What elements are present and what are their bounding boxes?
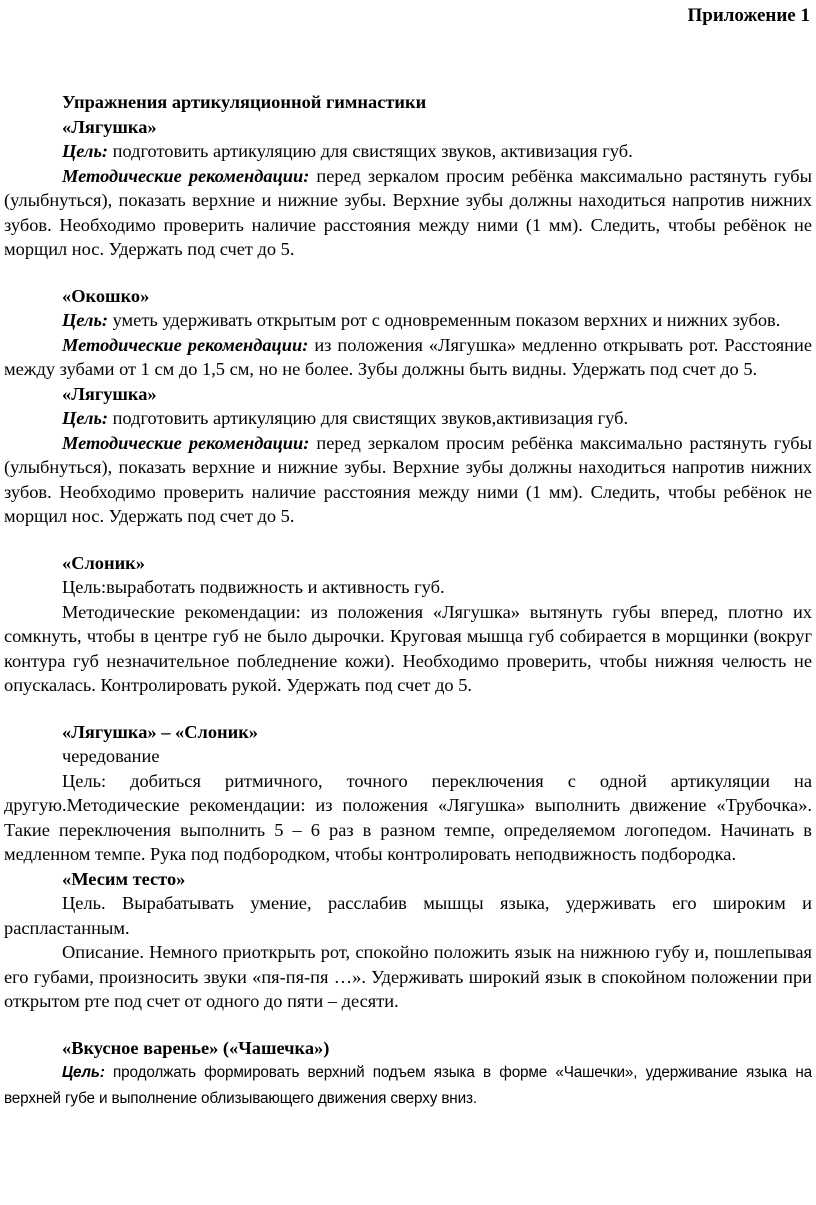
exercise-jam-goal: [4, 1060, 812, 1112]
appendix-label: Приложение 1: [687, 5, 810, 26]
spacer: [4, 698, 812, 720]
goal-label: Цель:: [62, 408, 108, 428]
exercise-frog-recommendations: [4, 164, 812, 262]
document-title: Упражнения артикуляционной гимнастики: [62, 92, 427, 112]
exercise-frog-repeat-title: «Лягушка»: [62, 383, 157, 404]
exercise-frog-title: «Лягушка»: [62, 116, 157, 137]
goal-text: подготовить артикуляцию для свистящих звуков,активизация губ.: [107, 408, 629, 428]
exercise-window-title: «Окошко»: [62, 285, 150, 306]
goal-label: Цель:: [62, 310, 108, 330]
exercise-dough-description: Описание. Немного приоткрыть рот, спокойно положить язык на нижнюю губу и, пошлепывая его губами, произносить звуки «пя-пя-пя …». Удерживать широкий язык в спокойном положении при открытом рте под счет от одного до пяти – десяти.: [4, 942, 812, 1011]
exercise-alternation-text: Цель: добиться ритмичного, точного переключения с одной артикуляции на другую.Методические рекомендации: из положения «Лягушка» выполнить движение «Трубочка». Такие переключения выполнить 5 – 6 раз в разном темпе, определяемом логопедом. Начинать в медленном темпе. Рука под подбородком, чтобы контролировать неподвижность подбородка.: [4, 770, 812, 864]
exercise-jam-title: «Вкусное варенье» («Чашечка»): [62, 1037, 330, 1058]
goal-label: Цель:: [62, 141, 108, 161]
exercise-frog-repeat-recommendations: [4, 431, 812, 529]
document-body: [4, 90, 812, 1112]
recommendations-label: Методические рекомендации:: [62, 334, 309, 355]
recommendations-text: перед зеркалом просим ребёнка максимально растянуть губы (улыбнуться), показать верхние и нижние зубы. Верхние зубы должны находиться напротив нижних зубов. Необходимо проверить наличие расстояния между ними (1 мм). Следить, чтобы ребёнок не морщил нос. Удержать под счет до 5.: [4, 165, 812, 259]
spacer: [4, 1014, 812, 1036]
exercise-elephant-recommendations: Методические рекомендации: из положения «Лягушка» вытянуть губы вперед, плотно их сомкнуть, чтобы в центре губ не было дырочки. Круговая мышца губ собирается в морщинки (вокруг контура губ незначительное побледнение кожи). Необходимо проверить, чтобы нижняя челюсть не опускалась. Контролировать рукой. Удержать под счет до 5.: [4, 601, 812, 695]
spacer: [4, 262, 812, 284]
exercise-elephant-goal: Цель:выработать подвижность и активность губ.: [62, 577, 445, 597]
exercise-dough-title: «Месим тесто»: [62, 868, 186, 889]
exercise-frog-goal: [4, 139, 812, 164]
exercise-dough-goal: Цель. Вырабатывать умение, расслабив мышцы языка, удерживать его широким и распластанным.: [4, 893, 812, 938]
exercise-alternation-subtitle: чередование: [62, 746, 160, 766]
goal-text: подготовить артикуляцию для свистящих звуков, активизация губ.: [107, 141, 633, 161]
exercise-frog-repeat-goal: [4, 406, 812, 431]
recommendations-label: Методические рекомендации:: [62, 432, 310, 453]
goal-text: продолжать формировать верхний подъем языка в форме «Чашечки», удерживание языка на верхней губе и выполнение облизывающего движения сверху вниз.: [4, 1064, 812, 1107]
exercise-window-goal: [4, 308, 812, 333]
goal-text: уметь удерживать открытым рот с одновременным показом верхних и нижних зубов.: [107, 310, 781, 330]
recommendations-text: перед зеркалом просим ребёнка максимально растянуть губы (улыбнуться), показать верхние и нижние зубы. Верхние зубы должны находиться напротив нижних зубов. Необходимо проверить наличие расстояния между ними (1 мм). Следить, чтобы ребёнок не морщил нос. Удержать под счет до 5.: [4, 432, 812, 526]
exercise-alternation-title: «Лягушка» – «Слоник»: [62, 721, 258, 742]
goal-label: Цель:: [62, 1064, 105, 1081]
recommendations-label: Методические рекомендации:: [62, 165, 310, 186]
spacer: [4, 529, 812, 551]
exercise-elephant-title: «Слоник»: [62, 552, 145, 573]
recommendations-text: из положения «Лягушка» медленно открывать рот. Расстояние между зубами от 1 см до 1,5 см, но не более. Зубы должны быть видны. Удержать под счет до 5.: [4, 334, 813, 379]
exercise-window-recommendations: [4, 333, 812, 382]
